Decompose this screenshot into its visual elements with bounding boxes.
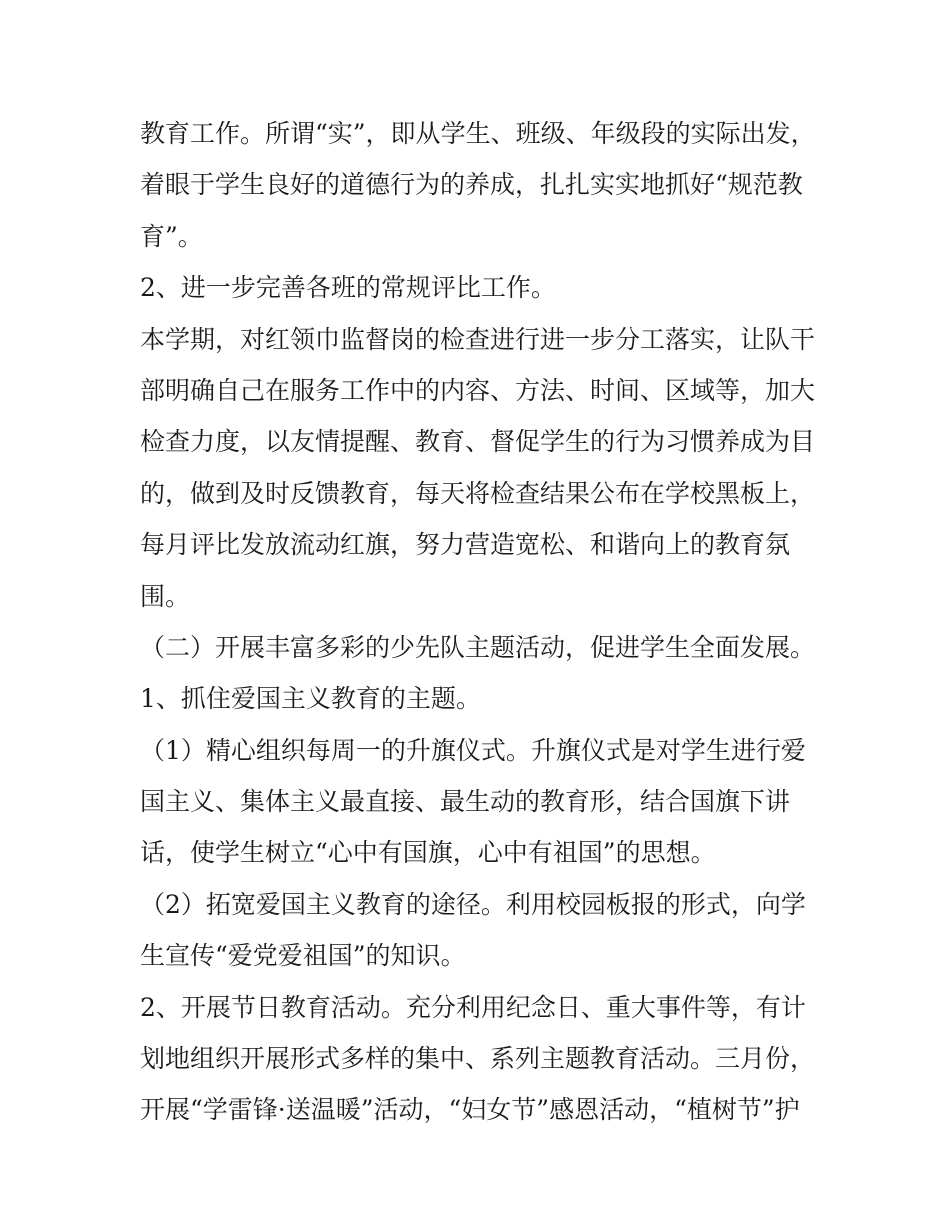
text-line: 生宣传“爱党爱祖国”的知识。 — [140, 941, 466, 971]
text-line: 国主义、集体主义最直接、最生动的教育形，结合国旗下讲 — [140, 787, 791, 817]
text-line: 部明确自己在服务工作中的内容、方法、时间、区域等，加大 — [140, 375, 816, 405]
text-line: 围。 — [140, 581, 191, 611]
text-line: （2）拓宽爱国主义教育的途径。利用校园板报的形式，向学 — [140, 889, 806, 919]
body-text — [140, 108, 830, 1136]
text-line: 开展“学雷锋·送温暖”活动，“妇女节”感恩活动，“植树节”护 — [140, 1095, 800, 1125]
text-line: 话，使学生树立“心中有国旗，心中有祖国”的思想。 — [140, 838, 716, 868]
text-line: 划地组织开展形式多样的集中、系列主题教育活动。三月份， — [140, 1044, 816, 1074]
text-line: 2、开展节日教育活动。充分利用纪念日、重大事件等，有计 — [140, 992, 806, 1022]
section-heading: （二）开展丰富多彩的少先队主题活动，促进学生全面发展。 — [140, 632, 816, 662]
text-line: 1、抓住爱国主义教育的主题。 — [140, 684, 481, 714]
text-line: （1）精心组织每周一的升旗仪式。升旗仪式是对学生进行爱 — [140, 735, 806, 765]
text-line: 检查力度，以友情提醒、教育、督促学生的行为习惯养成为目 — [140, 427, 816, 457]
text-line: 教育工作。所谓“实”，即从学生、班级、年级段的实际出发， — [140, 119, 816, 148]
text-line: 育”。 — [140, 221, 203, 251]
text-line: 着眼于学生良好的道德行为的养成，扎扎实实地抓好“规范教 — [140, 170, 803, 200]
text-line: 的，做到及时反馈教育，每天将检查结果公布在学校黑板上， — [140, 478, 816, 508]
text-line: 2、进一步完善各班的常规评比工作。 — [140, 273, 556, 303]
text-line: 本学期，对红领巾监督岗的检查进行进一步分工落实，让队干 — [140, 324, 816, 354]
text-line: 每月评比发放流动红旗，努力营造宽松、和谐向上的教育氛 — [140, 530, 791, 560]
